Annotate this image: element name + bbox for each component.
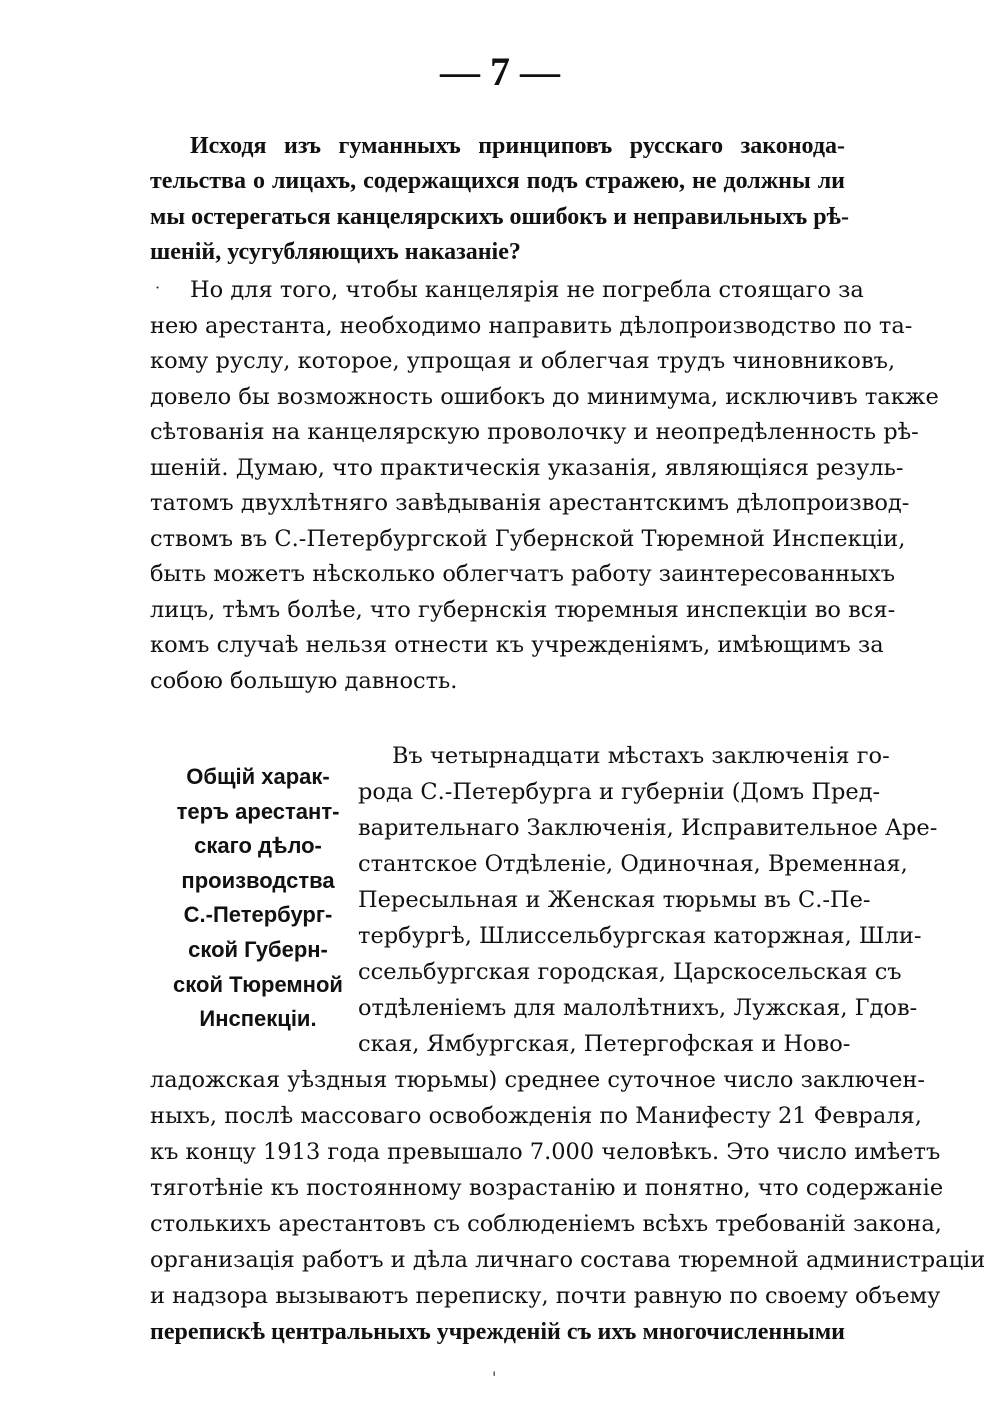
paragraph-3-line: стантское Отдѣленіе, Одиночная, Временная, [358,851,908,877]
paragraph-3-line: ныхъ, послѣ массоваго освобожденія по Манифесту 21 Февраля, [150,1103,922,1129]
paragraph-3-line: и надзора вызываютъ переписку, почти равную по своему объему [150,1283,941,1309]
paragraph-3-line: Пересыльная и Женская тюрьмы въ С.-Пе- [358,887,871,913]
paragraph-2-line: сѣтованія на канцелярскую проволочку и неопредѣленность рѣ- [150,419,919,445]
paragraph-3-line: организація работъ и дѣла личнаго состава тюремной администраціи [150,1247,986,1273]
paragraph-2-line: довело бы возможность ошибокъ до минимума, исключивъ также [150,384,939,410]
paragraph-3-line: ладожская уѣздныя тюрьмы) среднее суточное число заключен- [150,1067,925,1093]
paragraph-3-line: рода С.-Петербурга и губерніи (Домъ Пред- [358,779,881,805]
paragraph-1-line: шеній, усугубляющихъ наказаніе? [150,239,521,265]
paragraph-2-line: кому руслу, которое, упрощая и облегчая трудъ чиновниковъ, [150,348,896,374]
paragraph-3-line: столькихъ арестантовъ съ соблюденіемъ всѣхъ требованій закона, [150,1211,942,1237]
paragraph-2-line: нею арестанта, необходимо направить дѣлопроизводство по та- [150,313,913,339]
paragraph-2-line: быть можетъ нѣсколько облегчатъ работу заинтересованныхъ [150,561,896,587]
paragraph-2-line: ствомъ въ С.-Петербургской Губернской Тюремной Инспекціи, [150,526,906,552]
paragraph-3-line: тяготѣніе къ постоянному возрастанію и понятно, что содержаніе [150,1175,944,1201]
margin-dot: · [155,278,161,297]
paragraph-2-line: лицъ, тѣмъ болѣе, что губернскія тюремныя инспекціи во вся- [150,597,896,623]
page-number: — 7 — [440,49,560,94]
paragraph-1-line: Исходя изъ гуманныхъ принциповъ русскаго законода- [190,133,845,159]
paragraph-1-line: тельства о лицахъ, содержащихся подъ стражею, не должны ли [150,168,845,194]
paragraph-3-line: перепискѣ центральныхъ учрежденій съ ихъ многочисленными [150,1319,845,1345]
bottom-mark: ' [492,1368,497,1387]
paragraph-3-line: къ концу 1913 года превышало 7.000 человѣкъ. Это число имѣетъ [150,1139,941,1165]
paragraph-2-line: татомъ двухлѣтняго завѣдыванія арестантскимъ дѣлопроизвод- [150,490,910,516]
paragraph-2-line: шеній. Думаю, что практическія указанія, являющіяся резуль- [150,455,904,481]
paragraph-3-line: ская, Ямбургская, Петергофская и Ново- [358,1031,851,1057]
section-sidenote [160,760,356,1037]
paragraph-3-line: отдѣленіемъ для малолѣтнихъ, Лужская, Гдов- [358,995,918,1021]
paragraph-3-line: Въ четырнадцати мѣстахъ заключенія го- [392,743,890,769]
sidenote-line: ской Тюремной [173,971,343,997]
sidenote-line: Инспекціи. [199,1006,317,1032]
paragraph-3-line: ссельбургская городская, Царскосельская съ [358,959,902,985]
paragraph-1-line: мы остерегаться канцелярскихъ ошибокъ и неправильныхъ рѣ- [150,204,849,230]
paragraph-2-line: Но для того, чтобы канцелярія не погребла стоящаго за [190,277,864,303]
sidenote-line: производства [181,867,335,893]
sidenote-line: скаго дѣло- [194,833,322,859]
paragraph-2-line: комъ случаѣ нельзя отнести къ учрежденіямъ, имѣющимъ за [150,632,884,658]
sidenote-line: ской Губерн- [188,936,328,962]
sidenote-line: теръ арестант- [176,798,340,824]
paragraph-3-line: тербургѣ, Шлиссельбургская каторжная, Шли- [358,923,922,949]
paragraph-2-line: собою большую давность. [150,668,458,694]
sidenote-line: Общій харак- [186,764,330,789]
paragraph-3-line: варительнаго Заключенія, Исправительное Аре- [358,815,938,841]
sidenote-line: С.-Петербург- [183,902,333,928]
